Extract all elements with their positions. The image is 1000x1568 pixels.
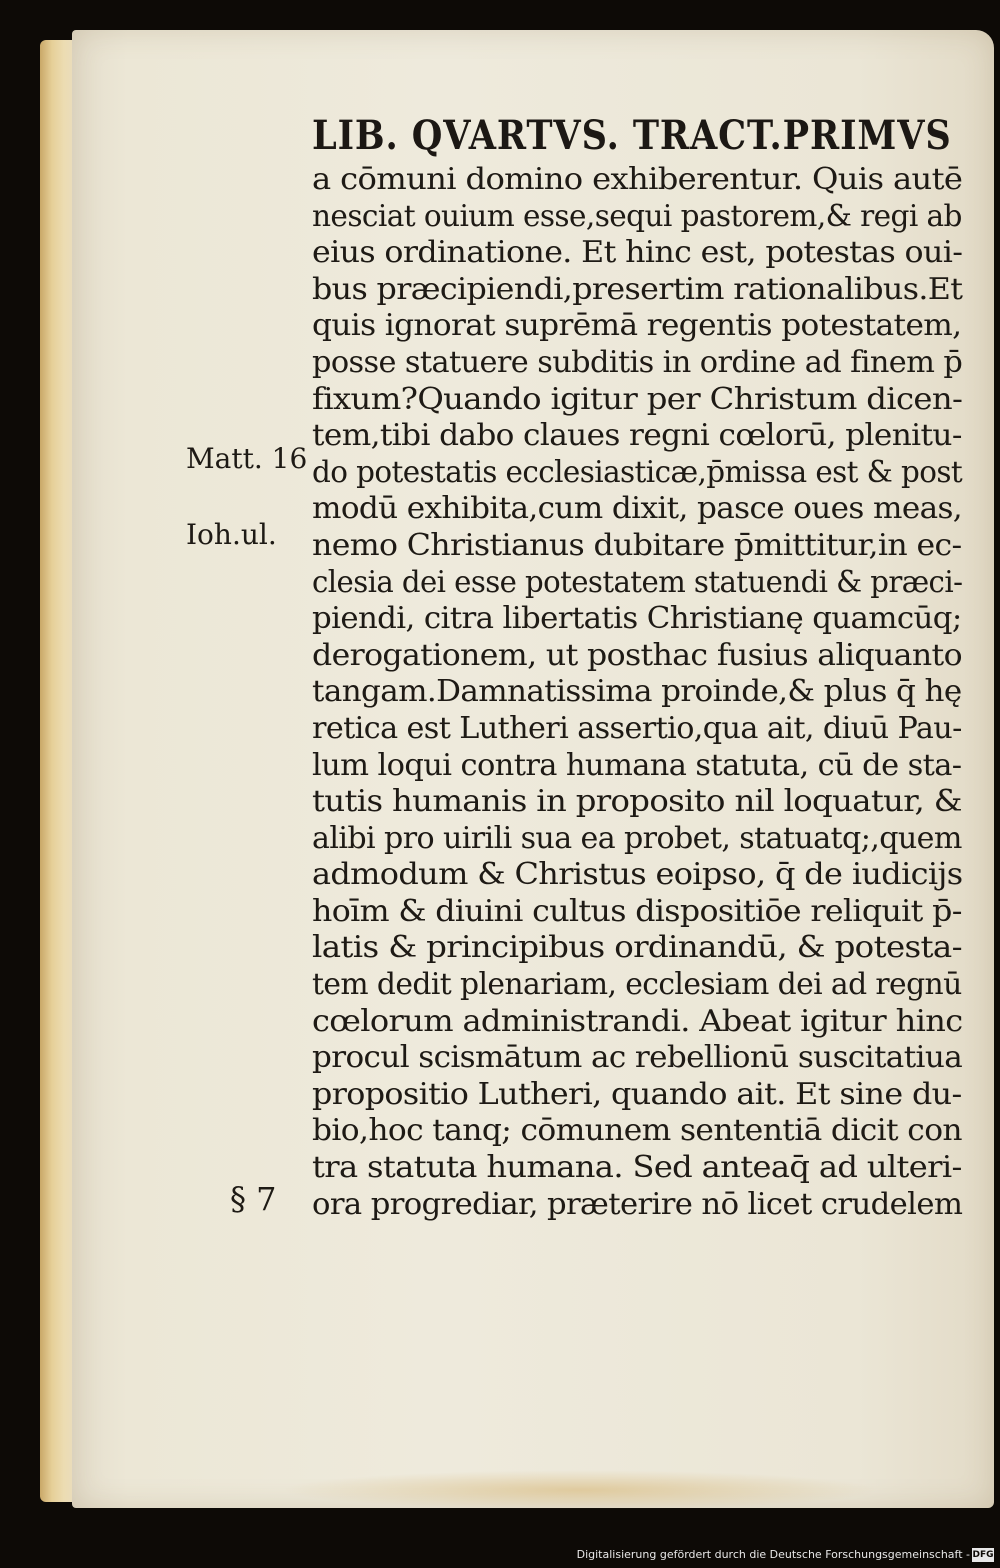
running-header: LIB. QVARTVS. TRACT.PRIMVS: [312, 112, 952, 159]
text-line: a cōmuni domino exhiberentur. Quis autē: [312, 162, 963, 197]
text-line: hoīm & diuini cultus dispositiōe reliquit p̄-: [312, 893, 962, 929]
text-line: tem dedit plenariam, ecclesiam dei ad regnū: [312, 967, 962, 1003]
text-line: nemo Christianus dubitare p̄mittitur,in ec-: [312, 527, 962, 563]
text-line: eius ordinatione. Et hinc est, potestas oui-: [312, 235, 963, 271]
text-line: admodum & Christus eoipso, q̄ de iudicijs: [312, 857, 963, 893]
text-line: quis ignorat suprēmā regentis potestatem,: [312, 308, 962, 344]
text-line: procul scismātum ac rebellionū suscitatiua: [312, 1040, 963, 1076]
text-line: retica est Lutheri assertio,qua ait, diuū Pau-: [312, 710, 962, 746]
text-line: tem,tibi dabo claues regni cœlorū, plenitu-: [312, 418, 962, 454]
text-line: alibi pro uirili sua ea probet, statuatq;,quem: [312, 820, 962, 856]
margin-note-matt: Matt. 16: [186, 442, 308, 475]
margin-note-joh: Ioh.ul.: [186, 518, 277, 551]
dfg-logo-icon: DFG: [972, 1550, 994, 1560]
text-line: cœlorum administrandi. Abeat igitur hinc: [312, 1003, 963, 1039]
text-line: ora progrediar, præterire nō licet crudelem: [312, 1186, 963, 1222]
text-line: bio,hoc tanq; cōmunem sententiā dicit con: [312, 1113, 962, 1149]
text-line: modū exhibita,cum dixit, pasce oues meas,: [312, 491, 963, 527]
body-text: [312, 162, 962, 1223]
text-line: tra statuta humana. Sed anteaq̄ ad ulteri-: [312, 1150, 962, 1186]
text-line: bus præcipiendi,presertim rationalibus.Et: [312, 271, 963, 307]
footer-credit: Digitalisierung gefördert durch die Deutsche Forschungsgemeinschaft -: [576, 1548, 970, 1561]
text-line: tangam.Damnatissima proinde,& plus q̄ hę: [312, 674, 962, 710]
text-line: posse statuere subditis in ordine ad finem p̄: [312, 344, 963, 380]
text-line: nesciat ouium esse,sequi pastorem,& regi ab: [312, 198, 962, 234]
text-line: tutis humanis in proposito nil loquatur, &: [312, 784, 962, 820]
text-line: lum loqui contra humana statuta, cū de sta-: [312, 747, 962, 783]
text-line: piendi, citra libertatis Christianę quamcūq;: [312, 601, 962, 637]
text-line: propositio Lutheri, quando ait. Et sine du-: [312, 1076, 962, 1112]
text-line: fixum?Quando igitur per Christum dicen-: [312, 381, 963, 417]
text-line: derogationem, ut posthac fusius aliquanto: [312, 637, 962, 673]
text-line: latis & principibus ordinandū, & potesta-: [312, 930, 962, 966]
text-line: do potestatis ecclesiasticæ,p̄missa est & post: [312, 454, 963, 490]
margin-note-section: § 7: [230, 1180, 277, 1218]
text-line: clesia dei esse potestatem statuendi & præci-: [312, 564, 963, 600]
page-stain: [280, 1470, 880, 1510]
